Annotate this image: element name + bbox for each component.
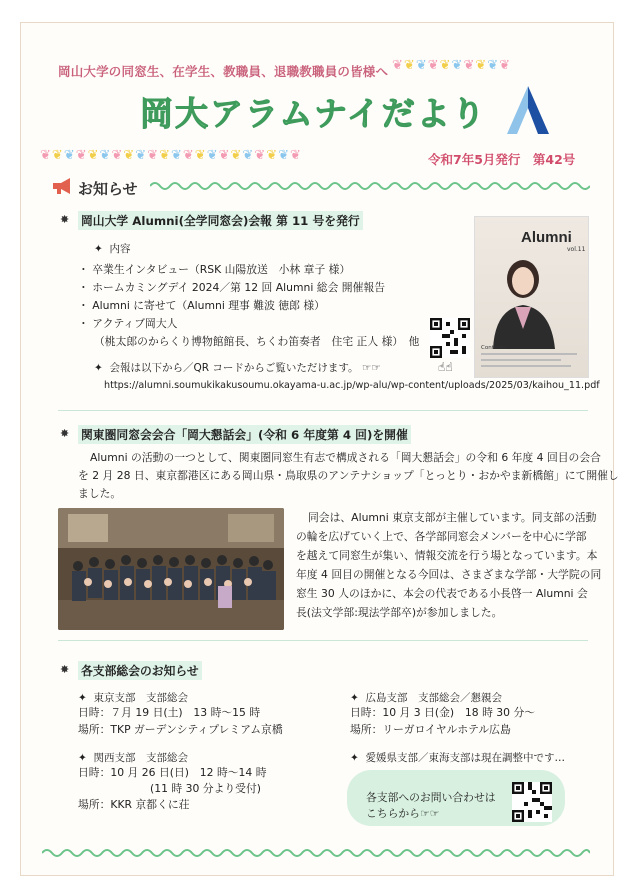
news1-item: （桃太郎のからくり博物館館長、ちくわ笛奏者 住宅 正人 様） 他 xyxy=(94,335,420,348)
news1-note-row xyxy=(94,360,381,375)
bullet-star-icon: ✸ xyxy=(60,213,70,226)
news2-para1-line: Alumni の活動の一つとして、関東圏同窓生有志で構成される「岡大懇話会」の令和 6 年度 4 回目の会合 xyxy=(90,451,601,464)
hiroshima-place: 場所：リーガロイヤルホテル広島 xyxy=(350,723,511,736)
contact-line-row xyxy=(366,806,439,822)
news2-heading: 関東圏同窓会会合「岡大懇話会」(令和 6 年度第 4 回)を開催 xyxy=(78,425,411,444)
cover-contents: Contents xyxy=(481,345,506,351)
news1-item: ・ 卒業生インタビュー（RSK 山陽放送 小林 章子 様） xyxy=(78,263,351,276)
bullet-star-icon: ✸ xyxy=(60,427,70,440)
diamond-icon: ✦ xyxy=(350,692,359,704)
contents-label-row xyxy=(94,241,131,256)
section-divider xyxy=(58,410,588,411)
kansai-reception: (11 時 30 分より受付) xyxy=(150,782,261,795)
news2-para1-line: ました。 xyxy=(78,487,122,500)
tulip-row-bottom-decoration: ❦❦❦❦❦❦❦❦❦❦❦❦❦❦❦❦❦❦❦❦❦❦ xyxy=(40,148,302,163)
diamond-icon: ✦ xyxy=(94,243,103,255)
tokyo-title-row xyxy=(78,690,188,705)
kansai-date: 日時：10 月 26 日(日) 12 時～14 時 xyxy=(78,766,267,779)
section-title: お知らせ xyxy=(78,180,138,198)
news2-para2-line: を越えて同窓生が集い、情報交流を行う場となっています。本 xyxy=(296,549,598,562)
magazine-cover-image[interactable] xyxy=(474,216,589,378)
news1-item: ・ アクティブ岡大人 xyxy=(78,317,178,330)
news2-para1-line: を 2 月 28 日、東京都港区にある岡山県・鳥取県のアンテナショップ「とっとり・おかやま新橋館」にて開催し xyxy=(78,469,619,482)
news2-para2-line: 年度 4 回目の開催となる今回は、さまざまな学部・大学院の同 xyxy=(296,568,602,581)
section-divider xyxy=(58,640,588,641)
newsletter-title: 岡大アラムナイだより xyxy=(140,94,487,133)
qr-code-icon[interactable] xyxy=(512,782,552,822)
other-branches-note: 愛媛県支部／東海支部は現在調整中です… xyxy=(365,752,565,764)
diamond-icon: ✦ xyxy=(350,752,359,764)
issue-number: 令和7年5月発行 第42号 xyxy=(428,152,576,167)
hiroshima-title-row xyxy=(350,690,502,705)
tokyo-date: 日時：７月 19 日(土) 13 時～15 時 xyxy=(78,706,261,719)
cover-text-line xyxy=(481,365,571,367)
kansai-title-row xyxy=(78,750,188,765)
cover-vol: vol.11 xyxy=(567,246,586,253)
cover-text-line xyxy=(481,359,561,361)
person-photo xyxy=(485,249,571,349)
news1-item: ・ ホームカミングデイ 2024／第 12 回 Alumni 総会 開催報告 xyxy=(78,281,385,294)
tokyo-place: 場所：TKP ガーデンシティプレミアム京橋 xyxy=(78,723,283,736)
qr-code-icon[interactable] xyxy=(430,318,470,358)
kansai-title: 関西支部 支部総会 xyxy=(93,752,188,764)
tokyo-title: 東京支部 支部総会 xyxy=(93,692,188,704)
wave-divider xyxy=(150,178,590,194)
group-photo xyxy=(58,508,284,630)
bullet-star-icon: ✸ xyxy=(60,663,70,676)
pointing-hand-icon: ☝☝ xyxy=(438,360,453,374)
news1-heading: 岡山大学 Alumni(全学同窓会)会報 第 11 号を発行 xyxy=(78,211,363,230)
hiroshima-date: 日時：10 月 3 日(金) 18 時 30 分～ xyxy=(350,706,536,719)
cover-title: Alumni xyxy=(521,229,572,246)
diamond-icon: ✦ xyxy=(78,692,87,704)
news2-para2-line: 長(法文学部:現法学部卒)が参加しました。 xyxy=(296,606,503,619)
kansai-place: 場所：KKR 京都くに荘 xyxy=(78,798,190,811)
news1-item: ・ Alumni に寄せて（Alumni 理事 難波 徳郎 様） xyxy=(78,299,325,312)
news2-para2-line: の輪を広げていく上で、各学部同窓会メンバーを中心に学部 xyxy=(296,530,587,543)
hiroshima-title: 広島支部 支部総会／懇親会 xyxy=(365,692,502,704)
news2-para2-line: 同会は、Alumni 東京支部が主催しています。同支部の活動 xyxy=(308,511,597,524)
news1-url-link[interactable]: https://alumni.soumukikakusoumu.okayama-u.ac.jp/wp-alu/wp-content/uploads/2025/03/kaihou_11.pdf xyxy=(104,380,600,391)
pointing-hand-icon: ☞☞ xyxy=(361,362,381,374)
other-branches-row xyxy=(350,750,565,765)
news3-heading: 各支部総会のお知らせ xyxy=(78,661,202,680)
alumni-logo-icon xyxy=(505,84,551,136)
cover-text-line xyxy=(481,353,577,355)
pointing-hand-icon: ☞☞ xyxy=(419,807,440,820)
megaphone-icon xyxy=(50,176,76,196)
tulip-row-top-decoration: ❦❦❦❦❦❦❦❦❦❦ xyxy=(392,58,512,73)
contents-label: 内容 xyxy=(109,243,131,255)
wave-divider-bottom xyxy=(42,846,590,860)
contact-line: 各支部へのお問い合わせは xyxy=(366,791,496,804)
diamond-icon: ✦ xyxy=(94,362,103,374)
diamond-icon: ✦ xyxy=(78,752,87,764)
audience-line: 岡山大学の同窓生、在学生、教職員、退職教職員の皆様へ xyxy=(58,64,389,79)
news1-note: 会報は以下から／QR コードからご覧いただけます。 xyxy=(109,362,359,374)
news2-para2-line: 窓生 30 人のほかに、本会の代表である小長啓一 Alumni 会 xyxy=(296,587,588,600)
contact-line: こちらから xyxy=(366,807,420,820)
